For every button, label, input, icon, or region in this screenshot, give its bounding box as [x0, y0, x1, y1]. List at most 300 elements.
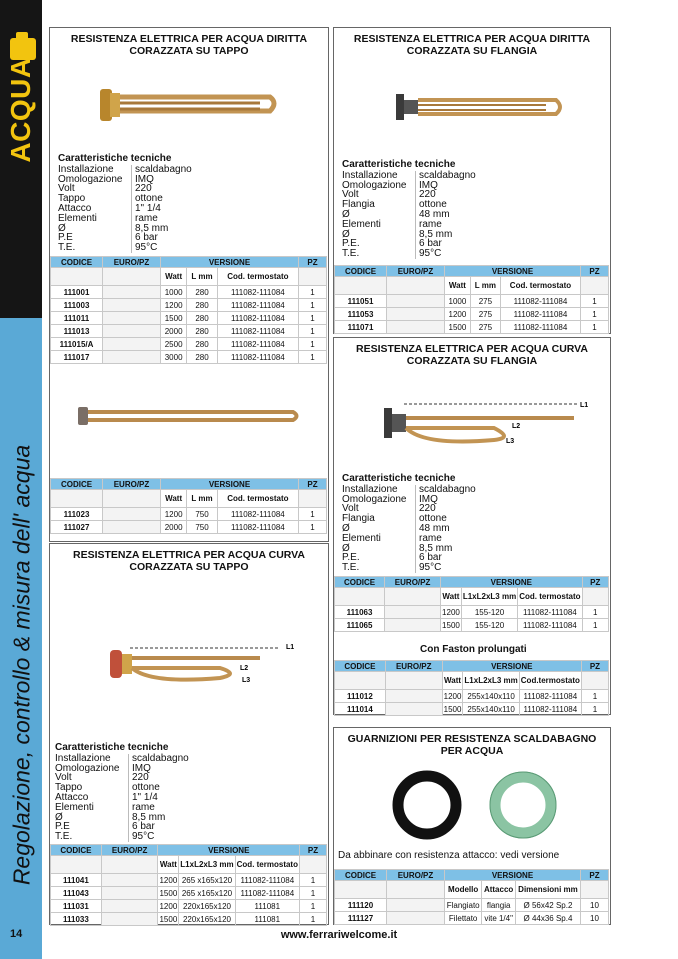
box-title-line2: CORAZZATA SU TAPPO [129, 45, 249, 57]
table-row [51, 338, 327, 351]
table-header-row [335, 577, 609, 588]
product-code: 111031 [51, 900, 102, 913]
spec-key: Omologazione [342, 181, 416, 191]
spec-value: 48 mm [419, 208, 450, 220]
table-cell: 111082-111084 [235, 874, 299, 887]
spec-key: P.E [55, 822, 129, 832]
spec-value: 6 bar [419, 552, 442, 564]
spec-value: 6 bar [419, 238, 442, 250]
heater-long-straight-image [78, 402, 303, 432]
spec-value: 220 [419, 189, 436, 201]
table-cell [582, 588, 608, 606]
col-subheader: Watt [445, 277, 471, 295]
table-subheader-row [335, 672, 609, 690]
quantity-cell: 10 [581, 899, 609, 912]
table-cell: 1500 [443, 704, 462, 714]
table-row [51, 521, 327, 534]
table-cell: Ø 44x36 Sp.4 [515, 912, 580, 925]
tech-specs [342, 160, 476, 259]
price-cell [387, 912, 445, 925]
specs-header: Caratteristiche tecniche [342, 473, 456, 484]
spec-key: Omologazione [55, 764, 129, 774]
table-cell: 255x140x110 [463, 703, 519, 716]
table-cell: 111082-111084 [217, 508, 298, 521]
price-cell [103, 299, 161, 312]
table-cell: 1200 [443, 691, 462, 701]
sidebar [0, 0, 42, 959]
table-cell: 111082-111084 [217, 286, 298, 299]
table-cell: 111082-111084 [217, 312, 298, 325]
table-cell [335, 588, 385, 606]
spec-key: Ø [58, 224, 132, 234]
spec-key: Volt [342, 190, 416, 200]
spec-row [58, 214, 192, 224]
spec-row [342, 230, 476, 240]
table-cell: 220x165x120 [179, 913, 235, 926]
table-cell: 1500 [442, 620, 460, 630]
spec-key: Elementi [58, 214, 132, 224]
table-cell [387, 881, 445, 899]
box-title-line1: RESISTENZA ELETTRICA PER ACQUA CURVA [73, 549, 305, 561]
table-cell [299, 490, 327, 508]
product-code: 111027 [51, 521, 103, 534]
specs-header: Caratteristiche tecniche [342, 159, 456, 170]
spec-value: rame [132, 801, 155, 813]
table-cell [51, 490, 103, 508]
product-code: 111033 [51, 913, 102, 926]
table-header-row [51, 257, 327, 268]
table-cell [581, 881, 609, 899]
col-subheader: L mm [470, 277, 500, 295]
table-cell [387, 277, 445, 295]
spec-value: 1" 1/4 [132, 791, 158, 803]
spec-key: T.E. [58, 243, 132, 253]
table-cell: vite 1/4" [482, 912, 516, 925]
spec-key: Tappo [58, 194, 132, 204]
dimension-label-l2: L2 [512, 423, 521, 430]
table-header-row [335, 870, 609, 881]
quantity-cell: 1 [299, 299, 327, 312]
product-code: 111001 [51, 286, 103, 299]
col-subheader: Watt [161, 490, 187, 508]
col-header: VERSIONE [445, 266, 581, 277]
col-subheader: Watt [161, 268, 187, 286]
gasket-green-image [489, 771, 559, 841]
heater-curved-cap-image [110, 640, 310, 690]
table-cell: 1000 [445, 295, 471, 308]
spec-value: IMQ [419, 179, 438, 191]
spec-value: 8,5 mm [419, 228, 453, 240]
col-header: CODICE [335, 661, 386, 672]
category-label: ACQUA [5, 57, 36, 163]
tech-specs [55, 743, 189, 842]
table-cell: 1500 [159, 914, 178, 924]
tech-specs [342, 474, 476, 573]
col-subheader: Cod.termostato [519, 672, 581, 690]
product-code: 111063 [335, 606, 385, 619]
table-cell: flangia [482, 899, 516, 912]
table-cell: 111082-111084 [217, 351, 298, 364]
quantity-cell: 1 [299, 887, 326, 900]
col-header: CODICE [51, 257, 103, 268]
table-cell: 1000 [161, 286, 187, 299]
quantity-cell: 1 [581, 703, 608, 716]
quantity-cell: 1 [299, 900, 326, 913]
tech-specs [58, 154, 192, 253]
table-cell: 1500 [159, 888, 178, 898]
table-cell: 1200 [161, 299, 187, 312]
price-cell [387, 321, 445, 334]
table-subheader-row [335, 277, 609, 295]
box-title-line1: RESISTENZA ELETTRICA PER ACQUA CURVA [356, 343, 588, 355]
spec-key: Tappo [55, 783, 129, 793]
table-cell: 155-120 [461, 619, 517, 632]
table-row [335, 295, 609, 308]
spec-value: 1" 1/4 [135, 202, 161, 214]
spec-key: Omologazione [58, 175, 132, 185]
table-row [335, 703, 609, 716]
spec-value: 8,5 mm [132, 811, 166, 823]
product-code: 111011 [51, 312, 103, 325]
price-cell [387, 308, 445, 321]
col-header: PZ [581, 870, 609, 881]
box-title-line1: RESISTENZA ELETTRICA PER ACQUA DIRITTA [70, 33, 308, 45]
table-cell: 111082-111084 [500, 308, 580, 321]
table-cell [581, 277, 609, 295]
product-code: 111053 [335, 308, 387, 321]
col-header: VERSIONE [445, 870, 581, 881]
table-row [51, 913, 327, 926]
spec-key: Installazione [58, 165, 132, 175]
spec-value: 220 [419, 503, 436, 515]
spec-value: rame [419, 532, 442, 544]
table-cell: 1200 [445, 308, 471, 321]
col-subheader: Modello [445, 881, 482, 899]
col-header: PZ [581, 661, 608, 672]
table-cell: 111082-111084 [519, 703, 581, 716]
page-number: 14 [10, 928, 23, 940]
spec-row [55, 803, 189, 813]
table-cell: 750 [187, 521, 218, 534]
spec-row [342, 495, 476, 505]
table-cell: 265 x165x120 [179, 887, 235, 900]
col-subheader: Watt [442, 672, 463, 690]
spec-value: scaldabagno [135, 163, 192, 175]
quantity-cell: 1 [299, 508, 327, 521]
quantity-cell: 1 [582, 619, 608, 632]
spec-key: Installazione [55, 754, 129, 764]
price-cell [103, 351, 161, 364]
table-cell: 155-120 [461, 606, 517, 619]
table-header-row [335, 266, 609, 277]
table-header-row [335, 661, 609, 672]
spec-key: Installazione [342, 485, 416, 495]
product-table [50, 256, 327, 364]
table-cell [103, 490, 161, 508]
spec-row [55, 764, 189, 774]
gasket-black-image [392, 770, 462, 840]
spec-key: Omologazione [342, 495, 416, 505]
spec-key: Flangia [342, 200, 416, 210]
table-cell [385, 672, 442, 690]
col-header: CODICE [51, 845, 102, 856]
price-cell [103, 521, 161, 534]
col-header: PZ [299, 479, 327, 490]
table-cell [335, 881, 387, 899]
table-cell [51, 268, 103, 286]
product-code: 111014 [335, 703, 386, 716]
price-cell [103, 312, 161, 325]
spec-row [55, 832, 189, 842]
col-header: VERSIONE [158, 845, 300, 856]
table-cell: 111081 [235, 900, 299, 913]
col-subheader: Cod. termostato [217, 490, 298, 508]
product-box-curved-cap [49, 543, 329, 925]
col-subheader: Cod. termostato [235, 856, 299, 874]
price-cell [101, 900, 158, 913]
box-title-line2: CORAZZATA SU FLANGIA [406, 45, 538, 57]
col-header: EURO/PZ [103, 479, 161, 490]
col-header: EURO/PZ [103, 257, 161, 268]
col-header: EURO/PZ [101, 845, 158, 856]
product-code: 111003 [51, 299, 103, 312]
col-subheader: L mm [187, 268, 218, 286]
spec-key: Volt [55, 773, 129, 783]
box-title-line1: RESISTENZA ELETTRICA PER ACQUA DIRITTA [353, 33, 591, 45]
col-subheader: Attacco [482, 881, 516, 899]
table-subheader-row [335, 588, 609, 606]
heater-straight-flange-image [396, 90, 566, 126]
spec-key: T.E. [55, 832, 129, 842]
table-cell: 111082-111084 [518, 619, 582, 632]
table-cell: 1200 [159, 901, 178, 911]
col-subheader: Cod. termostato [217, 268, 298, 286]
spec-key: Ø [342, 544, 416, 554]
heater-straight-cap-image [100, 83, 280, 133]
table-row [335, 308, 609, 321]
table-cell: 275 [470, 308, 500, 321]
spec-row [342, 181, 476, 191]
spec-value: 8,5 mm [419, 542, 453, 554]
table-cell: 280 [187, 351, 218, 364]
spec-key: Ø [55, 813, 129, 823]
col-header: EURO/PZ [385, 661, 442, 672]
website-link[interactable]: www.ferrariwelcome.it [280, 929, 398, 941]
product-code: 111023 [51, 508, 103, 521]
col-header: PZ [299, 257, 327, 268]
product-table-long [50, 478, 327, 534]
spec-value: scaldabagno [132, 752, 189, 764]
product-box-gaskets [333, 727, 611, 925]
table-row [51, 874, 327, 887]
spec-row [58, 224, 192, 234]
table-subheader-row [51, 856, 327, 874]
table-cell: 275 [470, 295, 500, 308]
table-cell: 265 x165x120 [179, 874, 235, 887]
spec-key: T.E. [342, 563, 416, 573]
product-code: 111120 [335, 899, 387, 912]
quantity-cell: 1 [581, 321, 609, 334]
spec-value: rame [135, 212, 158, 224]
product-code: 111065 [335, 619, 385, 632]
table-cell: 220x165x120 [179, 900, 235, 913]
product-code: 111013 [51, 325, 103, 338]
box-title-line2: CORAZZATA SU TAPPO [129, 561, 249, 573]
price-cell [103, 508, 161, 521]
product-code: 111041 [51, 874, 102, 887]
quantity-cell: 1 [299, 338, 327, 351]
spec-key: T.E. [342, 249, 416, 259]
price-cell [101, 913, 158, 926]
col-header: VERSIONE [442, 661, 581, 672]
table-row [51, 508, 327, 521]
table-cell: 111082-111084 [217, 325, 298, 338]
price-cell [385, 703, 442, 716]
spec-key: Attacco [58, 204, 132, 214]
table-cell: 750 [187, 508, 218, 521]
col-subheader: L1xL2xL3 mm [461, 588, 517, 606]
product-box-straight-cap [49, 27, 329, 542]
table-cell [101, 856, 158, 874]
spec-value: 95°C [132, 831, 155, 843]
spec-value: 95°C [135, 242, 158, 254]
price-cell [387, 899, 445, 912]
dimension-label-l3: L3 [506, 438, 515, 445]
col-header: CODICE [51, 479, 103, 490]
heater-curved-flange-image [384, 398, 594, 458]
table-cell [103, 268, 161, 286]
price-cell [103, 338, 161, 351]
col-header: CODICE [335, 577, 385, 588]
quantity-cell: 1 [299, 325, 327, 338]
spec-key: Volt [342, 504, 416, 514]
product-code: 111127 [335, 912, 387, 925]
col-header: CODICE [335, 266, 387, 277]
table-row [51, 887, 327, 900]
col-subheader: Watt [158, 856, 179, 874]
col-header: EURO/PZ [387, 870, 445, 881]
table-cell: 111082-111084 [518, 606, 582, 619]
spec-row [342, 239, 476, 249]
quantity-cell: 1 [299, 874, 326, 887]
gasket-table [334, 869, 609, 925]
col-header: PZ [582, 577, 608, 588]
quantity-cell: 10 [581, 912, 609, 925]
product-table-faston [334, 660, 609, 716]
table-cell: 280 [187, 338, 218, 351]
col-header: PZ [581, 266, 609, 277]
col-header: EURO/PZ [385, 577, 441, 588]
table-cell: Flangiato [445, 899, 482, 912]
product-table [334, 576, 609, 632]
product-table [334, 265, 609, 334]
spec-row [342, 220, 476, 230]
col-subheader: Cod. termostato [518, 588, 582, 606]
table-cell: 280 [187, 325, 218, 338]
table-cell: 1200 [161, 508, 187, 521]
table-row [51, 900, 327, 913]
price-cell [387, 295, 445, 308]
table-row [335, 690, 609, 703]
spec-key: P.E. [342, 553, 416, 563]
price-cell [385, 619, 441, 632]
table-cell: 1500 [445, 321, 471, 334]
table-row [335, 606, 609, 619]
table-subheader-row [51, 490, 327, 508]
price-cell [103, 325, 161, 338]
table-cell: 280 [187, 299, 218, 312]
price-cell [101, 874, 158, 887]
product-code: 111017 [51, 351, 103, 364]
spec-row [58, 243, 192, 253]
spec-key: Ø [342, 524, 416, 534]
spec-value: 95°C [419, 248, 442, 260]
quantity-cell: 1 [581, 295, 609, 308]
table-row [51, 299, 327, 312]
col-subheader: Watt [441, 588, 462, 606]
quantity-cell: 1 [299, 351, 327, 364]
price-cell [385, 690, 442, 703]
spec-key: Ø [342, 230, 416, 240]
table-row [335, 912, 609, 925]
spec-value: 95°C [419, 562, 442, 574]
table-subheader-row [335, 881, 609, 899]
spec-row [342, 249, 476, 259]
spec-value: 220 [135, 183, 152, 195]
spec-row [342, 200, 476, 210]
box-title-line1: GUARNIZIONI PER RESISTENZA SCALDABAGNO [347, 733, 597, 745]
table-row [335, 899, 609, 912]
spec-value: rame [419, 218, 442, 230]
table-cell: 111082-111084 [519, 690, 581, 703]
spec-key: Elementi [342, 534, 416, 544]
table-cell: 111082-111084 [235, 887, 299, 900]
table-cell [335, 277, 387, 295]
table-cell: Filettato [445, 912, 482, 925]
product-box-curved-flange [333, 337, 611, 715]
spec-value: 8,5 mm [135, 222, 169, 234]
table-cell [299, 856, 326, 874]
table-cell: 2500 [161, 338, 187, 351]
spec-key: P.E. [342, 239, 416, 249]
spec-value: ottone [132, 782, 160, 794]
table-cell [299, 268, 327, 286]
table-cell: 2000 [161, 521, 187, 534]
table-cell: 3000 [161, 351, 187, 364]
table-cell: 111082-111084 [217, 299, 298, 312]
table-cell [335, 672, 386, 690]
spec-value: scaldabagno [419, 169, 476, 181]
table-cell: 111082-111084 [217, 338, 298, 351]
table-header-row [51, 479, 327, 490]
table-cell: 275 [470, 321, 500, 334]
col-header: VERSIONE [161, 257, 299, 268]
product-table [50, 844, 327, 926]
col-header: EURO/PZ [387, 266, 445, 277]
table-cell: 111082-111084 [500, 321, 580, 334]
spec-value: 6 bar [132, 821, 155, 833]
spec-key: Elementi [342, 220, 416, 230]
spec-value: ottone [419, 199, 447, 211]
table-cell: 1200 [442, 607, 460, 617]
product-code: 111043 [51, 887, 102, 900]
table-row [51, 312, 327, 325]
box-title-line2: CORAZZATA SU FLANGIA [406, 355, 538, 367]
col-subheader: L1xL2xL3 mm [179, 856, 235, 874]
spec-row [55, 813, 189, 823]
product-code: 111012 [335, 690, 386, 703]
spec-key: Attacco [55, 793, 129, 803]
